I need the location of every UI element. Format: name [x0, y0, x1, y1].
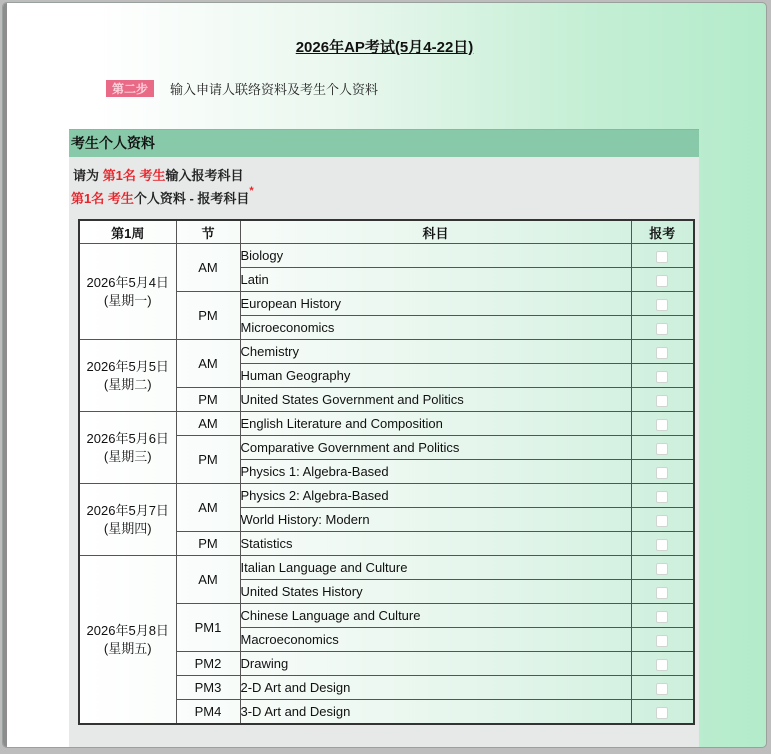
- exam-date: 2026年5月6日: [86, 430, 169, 446]
- register-cell: [631, 316, 694, 340]
- register-checkbox[interactable]: [656, 323, 668, 335]
- table-row: [79, 484, 694, 508]
- register-checkbox[interactable]: [656, 707, 668, 719]
- instruction-prefix: 请为: [73, 168, 103, 183]
- subject-cell: Drawing: [240, 652, 631, 676]
- table-row: [79, 412, 694, 436]
- period-cell: PM3: [176, 676, 240, 700]
- register-checkbox[interactable]: [656, 659, 668, 671]
- subject-cell: 2-D Art and Design: [240, 676, 631, 700]
- register-checkbox[interactable]: [656, 275, 668, 287]
- period-cell: PM1: [176, 604, 240, 652]
- table-header-row: [79, 220, 694, 244]
- subject-cell: Macroeconomics: [240, 628, 631, 652]
- subject-cell: Human Geography: [240, 364, 631, 388]
- register-checkbox[interactable]: [656, 395, 668, 407]
- period-cell: PM: [176, 292, 240, 340]
- register-cell: [631, 556, 694, 580]
- step-indicator: [106, 79, 378, 97]
- register-checkbox[interactable]: [656, 587, 668, 599]
- exam-weekday: (星期五): [103, 640, 152, 656]
- header-week: 第1周: [79, 220, 176, 244]
- section-header: 考生个人资料: [69, 129, 699, 157]
- register-cell: [631, 388, 694, 412]
- period-cell: PM: [176, 436, 240, 484]
- register-cell: [631, 436, 694, 460]
- subject-cell: Physics 2: Algebra-Based: [240, 484, 631, 508]
- period-cell: PM2: [176, 652, 240, 676]
- exam-date: 2026年5月5日: [86, 358, 169, 374]
- table-row: [79, 340, 694, 364]
- table-row: [79, 244, 694, 268]
- exam-weekday: (星期一): [103, 292, 152, 308]
- table-body: [79, 244, 694, 725]
- register-checkbox[interactable]: [656, 443, 668, 455]
- subject-cell: United States History: [240, 580, 631, 604]
- subject-cell: United States Government and Politics: [240, 388, 631, 412]
- register-cell: [631, 292, 694, 316]
- register-checkbox[interactable]: [656, 515, 668, 527]
- exam-date: 2026年5月7日: [86, 502, 169, 518]
- exam-weekday: (星期二): [103, 376, 152, 392]
- subject-cell: Physics 1: Algebra-Based: [240, 460, 631, 484]
- period-cell: PM: [176, 388, 240, 412]
- period-cell: AM: [176, 244, 240, 292]
- register-checkbox[interactable]: [656, 299, 668, 311]
- subject-cell: Chinese Language and Culture: [240, 604, 631, 628]
- subject-cell: Latin: [240, 268, 631, 292]
- register-cell: [631, 508, 694, 532]
- date-cell: [79, 484, 176, 556]
- exam-weekday: (星期四): [103, 520, 152, 536]
- period-cell: PM4: [176, 700, 240, 725]
- subject-cell: Italian Language and Culture: [240, 556, 631, 580]
- period-cell: AM: [176, 556, 240, 604]
- period-cell: AM: [176, 412, 240, 436]
- register-checkbox[interactable]: [656, 467, 668, 479]
- subtitle-suffix: 个人资料 - 报考科目: [133, 191, 250, 206]
- register-cell: [631, 604, 694, 628]
- register-checkbox[interactable]: [656, 251, 668, 263]
- register-checkbox[interactable]: [656, 563, 668, 575]
- period-cell: AM: [176, 340, 240, 388]
- step-description: 输入申请人联络资料及考生个人资料: [170, 81, 379, 97]
- register-checkbox[interactable]: [656, 539, 668, 551]
- subject-cell: Comparative Government and Politics: [240, 436, 631, 460]
- date-cell: [79, 244, 176, 340]
- subject-cell: Microeconomics: [240, 316, 631, 340]
- period-cell: AM: [176, 484, 240, 532]
- register-cell: [631, 676, 694, 700]
- page: [2, 2, 767, 748]
- register-checkbox[interactable]: [656, 419, 668, 431]
- header-subject: 科目: [240, 220, 631, 244]
- register-cell: [631, 628, 694, 652]
- exam-subject-table: [78, 219, 695, 725]
- register-checkbox[interactable]: [656, 635, 668, 647]
- register-cell: [631, 484, 694, 508]
- candidate-highlight-2: 第1名 考生: [71, 191, 134, 206]
- register-checkbox[interactable]: [656, 491, 668, 503]
- exam-weekday: (星期三): [103, 448, 152, 464]
- date-cell: [79, 412, 176, 484]
- subject-cell: European History: [240, 292, 631, 316]
- date-cell: [79, 556, 176, 725]
- register-cell: [631, 700, 694, 725]
- register-cell: [631, 652, 694, 676]
- header-period: 节: [176, 220, 240, 244]
- period-cell: PM: [176, 532, 240, 556]
- register-checkbox[interactable]: [656, 371, 668, 383]
- register-checkbox[interactable]: [656, 347, 668, 359]
- subject-cell: Chemistry: [240, 340, 631, 364]
- subtitle-line: [71, 185, 254, 207]
- window-edge: [3, 3, 7, 747]
- subject-cell: Biology: [240, 244, 631, 268]
- register-cell: [631, 460, 694, 484]
- header-register: 报考: [631, 220, 694, 244]
- instruction-line: [73, 165, 243, 184]
- candidate-highlight: 第1名 考生: [102, 168, 166, 183]
- register-cell: [631, 412, 694, 436]
- subject-cell: 3-D Art and Design: [240, 700, 631, 725]
- register-cell: [631, 532, 694, 556]
- step-badge: 第二步: [106, 80, 154, 97]
- register-cell: [631, 268, 694, 292]
- register-cell: [631, 340, 694, 364]
- register-cell: [631, 364, 694, 388]
- register-cell: [631, 244, 694, 268]
- exam-date: 2026年5月8日: [86, 622, 169, 638]
- instruction-suffix: 输入报考科目: [165, 168, 244, 183]
- register-checkbox[interactable]: [656, 683, 668, 695]
- exam-date: 2026年5月4日: [86, 274, 169, 290]
- subject-cell: Statistics: [240, 532, 631, 556]
- date-cell: [79, 340, 176, 412]
- subject-cell: World History: Modern: [240, 508, 631, 532]
- table-row: [79, 556, 694, 580]
- register-checkbox[interactable]: [656, 611, 668, 623]
- register-cell: [631, 580, 694, 604]
- subject-cell: English Literature and Composition: [240, 412, 631, 436]
- page-title: 2026年AP考试(5月4-22日): [295, 39, 474, 56]
- required-marker: *: [249, 185, 254, 197]
